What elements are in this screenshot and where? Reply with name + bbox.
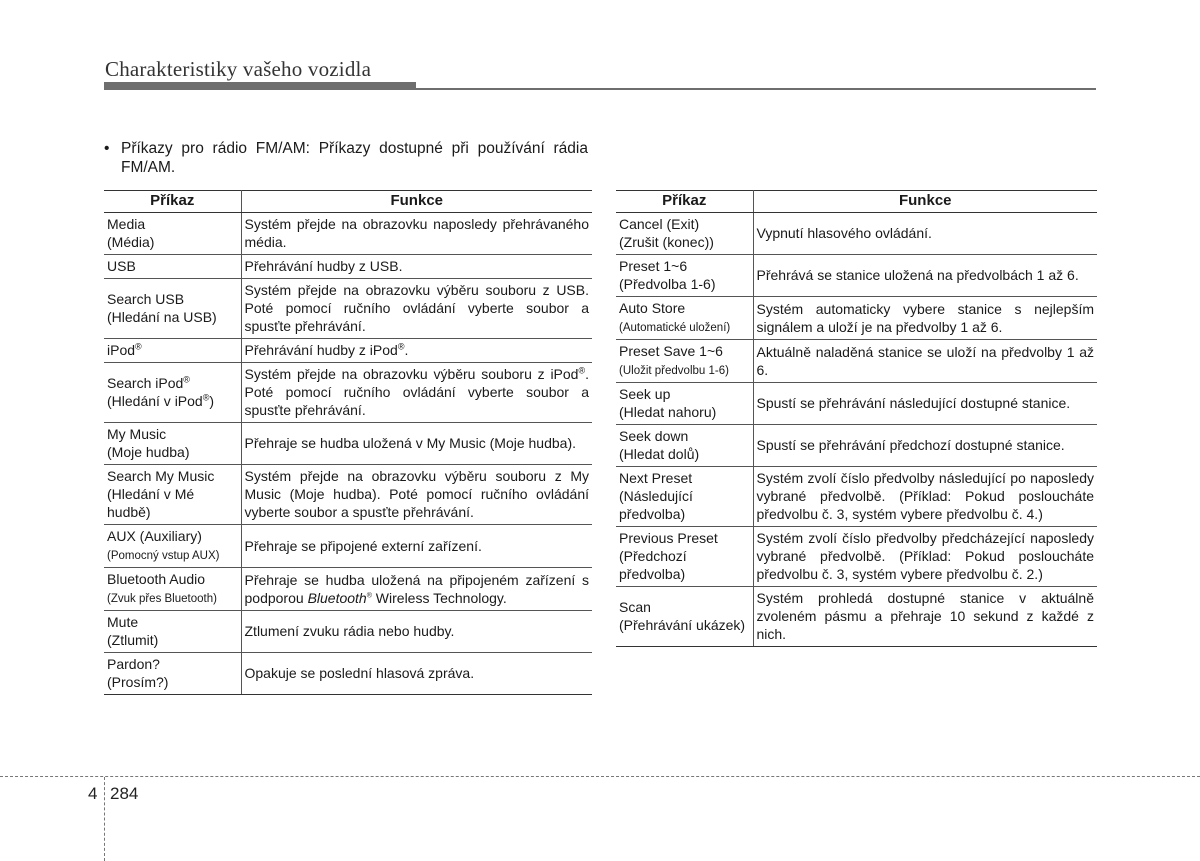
command-cell (104, 255, 241, 279)
table-row (616, 527, 1097, 587)
command-name: iPod (107, 342, 136, 358)
command-translation: (Hledat nahoru) (619, 404, 717, 420)
command-cell (616, 340, 753, 383)
header-rule-thin (416, 88, 1096, 90)
intro-text: Příkazy pro rádio FM/AM: Příkazy dostupné při používání rádia FM/AM. (121, 140, 588, 176)
function-cell (753, 213, 1097, 255)
function-column-header: Funkce (241, 191, 592, 213)
command-translation: (Hledání v Mé hudbě) (107, 486, 195, 520)
function-cell (753, 297, 1097, 340)
command-cell (616, 255, 753, 297)
command-translation: (Prosím?) (107, 674, 169, 690)
command-translation: (Moje hudba) (107, 444, 190, 460)
command-cell (104, 279, 241, 339)
function-cell (753, 383, 1097, 425)
function-cell (241, 279, 592, 339)
table-row (616, 255, 1097, 297)
function-cell (241, 363, 592, 423)
function-text: Systém přejde na obrazovku naposledy přehrávaného média. (244, 216, 589, 250)
registered-mark: ® (183, 374, 190, 385)
command-translation: (Hledání na USB) (107, 309, 217, 325)
table-row (616, 297, 1097, 340)
function-text: Přehraje se hudba uložená na připojeném zařízení s podporou (244, 571, 589, 606)
command-translation: (Předchozí předvolba) (619, 548, 687, 582)
command-name: Preset Save 1~6 (619, 343, 723, 359)
table-row (104, 339, 592, 363)
function-cell (241, 465, 592, 525)
function-cell (753, 425, 1097, 467)
function-text: Přehraje se připojené externí zařízení. (244, 537, 482, 554)
command-cell (616, 527, 753, 587)
function-cell (241, 568, 592, 611)
function-cell (241, 213, 592, 255)
table-row (104, 255, 592, 279)
function-text: Přehrává se stanice uložená na předvolbách 1 až 6. (756, 267, 1079, 283)
command-name: USB (107, 258, 136, 274)
command-translation-end: ) (209, 393, 215, 409)
command-cell (104, 525, 241, 568)
table-row (104, 363, 592, 423)
command-translation: (Ztlumit) (107, 632, 159, 648)
bluetooth-wordmark: Bluetooth (307, 589, 367, 606)
table-row (104, 525, 592, 568)
table-row (616, 213, 1097, 255)
command-translation: (Hledat dolů) (619, 446, 700, 462)
function-text: Spustí se přehrávání následující dostupné stanice. (756, 395, 1071, 411)
function-text: Systém přejde na obrazovku výběru souboru z USB. Poté pomocí ručního ovládání vyberte soubor a spusťte přehrávání. (244, 282, 589, 334)
function-text: Systém automaticky vybere stanice s nejlepším signálem a uloží je na předvolby 1 až 6. (756, 300, 1094, 335)
function-text: Systém přejde na obrazovku výběru souboru z My Music (Moje hudba). Poté pomocí ručního ovládání vyberte soubor a spusťte přehrávání. (244, 468, 589, 520)
registered-mark: ® (366, 591, 372, 599)
function-text: Vypnutí hlasového ovládání. (756, 225, 932, 241)
table-row (616, 587, 1097, 647)
command-translation: (Hledání v iPod (107, 393, 203, 409)
command-name: My Music (107, 426, 167, 442)
command-name: AUX (Auxiliary) (107, 528, 202, 544)
command-name: Seek up (619, 386, 671, 402)
command-column-header: Příkaz (616, 191, 753, 213)
command-name: Search USB (107, 291, 185, 307)
command-cell (104, 339, 241, 363)
table-row (616, 340, 1097, 383)
command-name: Scan (619, 599, 651, 615)
function-text: Přehrávání hudby z iPod (244, 342, 398, 358)
footer-vertical-dashed-rule (104, 777, 105, 861)
table-row (616, 383, 1097, 425)
command-name: Search iPod (107, 375, 184, 391)
command-translation: (Pomocný vstup AUX) (107, 550, 220, 562)
command-cell (616, 383, 753, 425)
function-cell (241, 653, 592, 695)
table-row (616, 425, 1097, 467)
command-name: Search My Music (107, 468, 215, 484)
intro-paragraph (104, 139, 588, 177)
command-name: Preset 1~6 (619, 258, 688, 274)
command-cell (616, 425, 753, 467)
table-row (104, 568, 592, 611)
registered-mark: ® (578, 365, 586, 376)
page-number: 284 (110, 784, 139, 803)
function-text: Opakuje se poslední hlasová zpráva. (244, 665, 475, 681)
function-text: Systém přejde na obrazovku výběru souboru z iPod (244, 366, 579, 382)
function-cell (753, 340, 1097, 383)
command-cell (616, 297, 753, 340)
registered-mark: ® (397, 341, 405, 352)
table-row (104, 279, 592, 339)
function-column-header: Funkce (753, 191, 1097, 213)
command-name: Cancel (Exit) (619, 216, 700, 232)
function-cell (241, 339, 592, 363)
function-cell (241, 611, 592, 653)
table-row (616, 467, 1097, 527)
table-row (104, 653, 592, 695)
command-translation: (Následující předvolba) (619, 488, 693, 522)
command-name: Next Preset (619, 470, 693, 486)
function-cell (753, 467, 1097, 527)
table-header-row (104, 191, 592, 213)
table-row (104, 611, 592, 653)
registered-mark: ® (135, 341, 142, 352)
function-text: Přehrávání hudby z USB. (244, 258, 403, 274)
command-translation: (Zrušit (konec)) (619, 234, 714, 250)
footer-dashed-rule (0, 776, 1200, 777)
function-text-end: . (404, 342, 409, 358)
table-header-row (616, 191, 1097, 213)
command-name: Media (107, 216, 146, 232)
command-cell (104, 465, 241, 525)
command-cell (616, 467, 753, 527)
function-cell (241, 423, 592, 465)
command-translation: (Předvolba 1-6) (619, 276, 716, 292)
function-text-end: . Poté pomocí ručního ovládání vyberte soubor a spusťte přehrávání. (244, 366, 589, 418)
left-command-table (104, 190, 592, 695)
function-text: Systém prohledá dostupné stanice v aktuálně zvoleném pásmu a přehraje 10 sekund z každé z nich. (756, 590, 1094, 642)
function-cell (753, 587, 1097, 647)
command-cell (104, 568, 241, 611)
bullet: • (104, 140, 110, 157)
command-cell (104, 611, 241, 653)
right-command-table (616, 190, 1097, 647)
function-text: Ztlumení zvuku rádia nebo hudby. (244, 623, 455, 639)
command-name: Pardon? (107, 656, 160, 672)
function-cell (753, 255, 1097, 297)
command-name: Mute (107, 614, 139, 630)
function-cell (753, 527, 1097, 587)
function-text-end: Wireless Technology. (371, 589, 507, 606)
command-cell (616, 213, 753, 255)
command-translation: (Média) (107, 234, 155, 250)
command-cell (104, 653, 241, 695)
header-rule-thick (104, 82, 416, 90)
command-translation: (Uložit předvolbu 1-6) (619, 365, 729, 377)
command-name: Previous Preset (619, 530, 718, 546)
function-text: Systém zvolí číslo předvolby následující po naposledy vybrané předvolbě. (Příklad: Pokud posloucháte předvolbu č. 3, systém vybere předvolbu č. 4.) (756, 470, 1094, 522)
command-name: Bluetooth Audio (107, 571, 206, 587)
function-cell (241, 525, 592, 568)
command-cell (104, 423, 241, 465)
page-header-title: Charakteristiky vašeho vozidla (105, 57, 372, 81)
table-row (104, 423, 592, 465)
command-translation: (Zvuk přes Bluetooth) (107, 593, 217, 605)
command-name: Auto Store (619, 300, 686, 316)
command-name: Seek down (619, 428, 689, 444)
command-column-header: Příkaz (104, 191, 241, 213)
registered-mark: ® (202, 392, 210, 403)
table-row (104, 213, 592, 255)
function-text: Aktuálně naladěná stanice se uloží na předvolby 1 až 6. (756, 343, 1094, 378)
function-cell (241, 255, 592, 279)
command-translation: (Přehrávání ukázek) (619, 617, 746, 633)
function-text: Spustí se přehrávání předchozí dostupné stanice. (756, 437, 1065, 453)
chapter-number: 4 (88, 784, 98, 803)
command-cell (616, 587, 753, 647)
function-text: Systém zvolí číslo předvolby předcházející naposledy vybrané předvolbě. (Příklad: Pokud posloucháte předvolbu č. 3, systém vybere předvolbu č. 2.) (756, 530, 1094, 582)
function-text: Přehraje se hudba uložená v My Music (Moje hudba). (244, 435, 577, 451)
command-cell (104, 213, 241, 255)
command-cell (104, 363, 241, 423)
command-translation: (Automatické uložení) (619, 322, 731, 334)
table-row (104, 465, 592, 525)
